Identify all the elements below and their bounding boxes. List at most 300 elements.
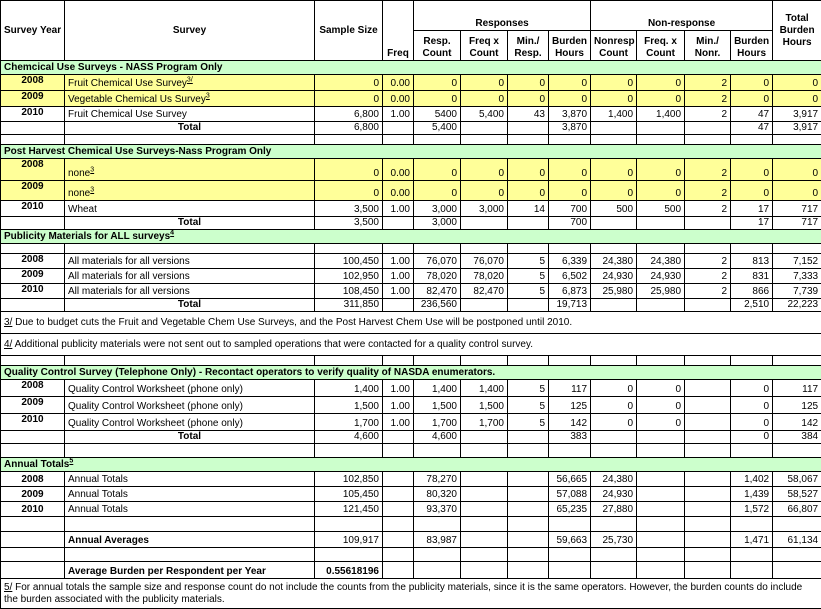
cell <box>508 502 549 517</box>
cell <box>383 217 414 230</box>
total-resp-text: 5,400 <box>431 122 457 133</box>
value-cell-resp <box>414 201 461 217</box>
table-row <box>1 254 821 269</box>
value-cell-sample <box>315 181 383 201</box>
value-cell-nfxc <box>637 201 685 217</box>
table-row <box>1 458 821 472</box>
table-row <box>1 159 821 181</box>
value-cell-bh-text: 0 <box>581 168 588 179</box>
value-cell-fxc-text: 1,700 <box>478 418 504 429</box>
cell <box>637 122 685 135</box>
annual-averages-label-text: Annual Averages <box>68 535 149 546</box>
value-cell-min-text: 5 <box>539 256 545 267</box>
total-resp <box>414 431 461 444</box>
value-cell-tbh-text: 0 <box>812 94 819 105</box>
cell <box>461 532 508 548</box>
value-cell-tbh-text: 717 <box>801 204 819 215</box>
cell <box>65 356 315 366</box>
cell <box>315 548 383 562</box>
cell <box>461 487 508 502</box>
cell <box>731 562 773 579</box>
footnote <box>1 334 821 356</box>
value-cell-resp-text: 0 <box>451 78 457 89</box>
cell <box>508 135 549 145</box>
cell <box>1 517 65 532</box>
total-total-burden <box>773 217 821 230</box>
value-cell-min-text: 0 <box>539 78 545 89</box>
cell <box>773 135 821 145</box>
value-cell-resp <box>414 487 461 502</box>
value-cell-sample <box>315 107 383 122</box>
cell <box>637 431 685 444</box>
cell <box>549 548 591 562</box>
cell <box>637 487 685 502</box>
total-label-text: Total <box>177 122 202 133</box>
table-row <box>1 380 821 397</box>
value-cell-tbh <box>773 107 821 122</box>
value-cell-nfxc <box>637 284 685 299</box>
value-cell-bh <box>549 107 591 122</box>
cell <box>508 562 549 579</box>
cell <box>637 444 685 458</box>
value-cell-nr <box>591 181 637 201</box>
year-cell <box>1 487 65 502</box>
total-sample-text: 311,850 <box>343 299 379 310</box>
total-burden-text: 700 <box>570 217 588 228</box>
table-row <box>1 312 821 334</box>
cell <box>508 244 549 254</box>
cell <box>591 444 637 458</box>
cell <box>508 431 549 444</box>
survey-cell-text: All materials for all versions <box>68 256 190 267</box>
value-cell-nr-text: 500 <box>616 204 634 215</box>
value-cell-sample <box>315 159 383 181</box>
value-cell-resp <box>414 532 461 548</box>
year-cell <box>1 91 65 107</box>
survey-cell-text: Quality Control Worksheet (phone only) <box>68 384 243 395</box>
year-cell-text: 2010 <box>21 107 44 118</box>
cell <box>383 356 414 366</box>
cell <box>591 548 637 562</box>
value-cell-nfxc-text: 24,930 <box>650 271 682 282</box>
value-cell-freq-text: 1.00 <box>390 418 410 429</box>
cell <box>383 244 414 254</box>
value-cell-fxc <box>461 107 508 122</box>
value-cell-tbh <box>773 75 821 91</box>
value-cell-nr <box>591 75 637 91</box>
value-cell-sample-text: 6,800 <box>353 109 379 120</box>
value-cell-nfxc-text: 0 <box>675 188 682 199</box>
year-cell-text: 2010 <box>21 201 44 212</box>
value-cell-sample-text: 0 <box>373 188 379 199</box>
value-cell-nmin <box>685 107 731 122</box>
value-cell-bh <box>549 91 591 107</box>
total-nr-burden <box>731 299 773 312</box>
total-nr-burden <box>731 122 773 135</box>
value-cell-nbh <box>731 269 773 284</box>
value-cell-fxc-text: 0 <box>498 168 504 179</box>
cell <box>549 562 591 579</box>
value-cell-fxc <box>461 269 508 284</box>
value-cell-freq <box>383 380 414 397</box>
value-cell-freq <box>383 414 414 431</box>
value-cell-tbh <box>773 201 821 217</box>
value-cell-freq-text: 1.00 <box>390 256 410 267</box>
value-cell-sample <box>315 397 383 414</box>
value-cell-resp-text: 3,000 <box>431 204 457 215</box>
value-cell-bh <box>549 380 591 397</box>
value-cell-nr-text: 27,880 <box>602 504 634 515</box>
table-row <box>1 299 821 312</box>
cell <box>383 548 414 562</box>
section-header-post <box>1 145 821 159</box>
cell <box>461 431 508 444</box>
value-cell-sample-text: 0 <box>373 168 379 179</box>
cell <box>637 532 685 548</box>
survey-cell-text: Quality Control Worksheet (phone only) <box>68 401 243 412</box>
survey-cell <box>65 254 315 269</box>
cell <box>461 299 508 312</box>
value-cell-resp <box>414 269 461 284</box>
value-cell-resp-text: 78,020 <box>426 271 457 282</box>
value-cell-resp <box>414 380 461 397</box>
value-cell-resp <box>414 414 461 431</box>
cell <box>383 562 414 579</box>
survey-cell <box>65 284 315 299</box>
survey-cell <box>65 75 315 91</box>
value-cell-nbh-text: 0 <box>763 168 770 179</box>
table-row <box>1 1 821 31</box>
cell <box>591 356 637 366</box>
value-cell-min <box>508 254 549 269</box>
value-cell-fxc-text: 0 <box>498 94 504 105</box>
value-cell-tbh-text: 125 <box>801 401 819 412</box>
value-cell-nfxc <box>637 75 685 91</box>
col-header-freq-x-count <box>461 31 508 61</box>
footnote-marker: 3 <box>90 186 95 194</box>
value-cell-min <box>508 414 549 431</box>
value-cell-nfxc-text: 1,400 <box>656 109 682 120</box>
value-cell-tbh-text: 7,333 <box>793 271 819 282</box>
survey-cell-text: All materials for all versions <box>68 286 190 297</box>
value-cell-fxc <box>461 380 508 397</box>
cell <box>685 356 731 366</box>
table-row <box>1 244 821 254</box>
table-row <box>1 444 821 458</box>
value-cell-sample-text: 0 <box>373 78 379 89</box>
value-cell-nr <box>591 201 637 217</box>
value-cell-resp-text: 76,070 <box>426 256 457 267</box>
year-cell-text: 2009 <box>21 397 44 408</box>
cell <box>685 532 731 548</box>
value-cell-bh-text: 57,088 <box>556 489 588 500</box>
total-resp <box>414 299 461 312</box>
value-cell-fxc <box>461 75 508 91</box>
value-cell-nr-text: 24,930 <box>602 271 634 282</box>
value-cell-nmin <box>685 181 731 201</box>
col-header-burden-hours <box>549 31 591 61</box>
col-header-total-burden-text: Total Burden Hours <box>779 12 815 48</box>
value-cell-sample <box>315 472 383 487</box>
total-nr-burden <box>731 431 773 444</box>
avg-burden-label <box>65 562 315 579</box>
value-cell-min-text: 5 <box>539 401 545 412</box>
value-cell-tbh <box>773 532 821 548</box>
cell <box>508 217 549 230</box>
survey-cell-text: Vegetable Chemical Us Survey <box>68 94 206 105</box>
value-cell-tbh <box>773 91 821 107</box>
survey-cell <box>65 159 315 181</box>
value-cell-nbh <box>731 107 773 122</box>
table-row <box>1 145 821 159</box>
footnote-marker: 3/ <box>186 76 193 84</box>
year-cell <box>1 397 65 414</box>
cell <box>461 135 508 145</box>
value-cell-nfxc <box>637 159 685 181</box>
value-cell-min <box>508 284 549 299</box>
value-cell-min <box>508 380 549 397</box>
cell <box>685 431 731 444</box>
value-cell-nbh <box>731 532 773 548</box>
total-nr-burden-text: 0 <box>763 431 770 442</box>
col-header-sample-size-text: Sample Size <box>319 24 378 36</box>
table-row <box>1 562 821 579</box>
value-cell-sample-text: 108,450 <box>342 286 379 297</box>
value-cell-tbh-text: 142 <box>801 418 819 429</box>
col-header-freq <box>383 1 414 61</box>
section-header-qc <box>1 366 821 380</box>
value-cell-resp <box>414 472 461 487</box>
total-label <box>65 431 315 444</box>
value-cell-bh-text: 700 <box>570 204 588 215</box>
cell <box>637 562 685 579</box>
value-cell-sample <box>315 91 383 107</box>
value-cell-bh-text: 56,665 <box>556 474 588 485</box>
cell <box>773 548 821 562</box>
total-sample-text: 3,500 <box>353 217 379 228</box>
total-label <box>65 217 315 230</box>
cell <box>383 299 414 312</box>
section-header-chem-text: Chemcical Use Surveys - NASS Program Only <box>4 62 223 73</box>
table-row <box>1 230 821 244</box>
cell <box>591 517 637 532</box>
year-cell-text: 2008 <box>21 254 44 265</box>
year-cell <box>1 159 65 181</box>
value-cell-resp-text: 1,400 <box>431 384 457 395</box>
value-cell-nbh <box>731 159 773 181</box>
value-cell-nr-text: 1,400 <box>608 109 634 120</box>
cell <box>773 562 821 579</box>
year-cell <box>1 107 65 122</box>
value-cell-sample <box>315 284 383 299</box>
value-cell-freq <box>383 284 414 299</box>
survey-cell <box>65 269 315 284</box>
cell <box>1 532 65 548</box>
value-cell-sample-text: 1,400 <box>353 384 379 395</box>
value-cell-resp-text: 5400 <box>434 109 457 120</box>
value-cell-nbh <box>731 91 773 107</box>
year-cell <box>1 472 65 487</box>
value-cell-tbh-text: 58,527 <box>787 489 819 500</box>
value-cell-freq-text: 1.00 <box>390 271 410 282</box>
cell <box>383 135 414 145</box>
table-row <box>1 472 821 487</box>
footnote-number: 3/ <box>4 316 13 328</box>
value-cell-sample <box>315 414 383 431</box>
year-cell-text: 2009 <box>21 181 44 192</box>
value-cell-tbh <box>773 284 821 299</box>
value-cell-nfxc <box>637 254 685 269</box>
total-label-text: Total <box>177 431 202 442</box>
cell <box>637 217 685 230</box>
value-cell-nr <box>591 487 637 502</box>
cell <box>773 244 821 254</box>
value-cell-nfxc <box>637 91 685 107</box>
value-cell-nbh-text: 0 <box>763 188 770 199</box>
value-cell-nr-text: 24,380 <box>602 256 634 267</box>
cell <box>773 356 821 366</box>
cell <box>461 122 508 135</box>
cell <box>685 217 731 230</box>
value-cell-tbh <box>773 472 821 487</box>
value-cell-nfxc-text: 0 <box>675 78 682 89</box>
value-cell-min <box>508 75 549 91</box>
table-row <box>1 201 821 217</box>
total-sample <box>315 122 383 135</box>
value-cell-sample-text: 105,450 <box>342 489 379 500</box>
value-cell-tbh <box>773 380 821 397</box>
cell <box>1 135 65 145</box>
value-cell-nfxc-text: 500 <box>664 204 682 215</box>
survey-cell-text: Fruit Chemical Use Survey <box>68 78 187 89</box>
total-total-burden-text: 3,917 <box>793 122 819 133</box>
value-cell-fxc-text: 76,070 <box>473 256 504 267</box>
value-cell-resp-text: 1,500 <box>431 401 457 412</box>
value-cell-sample <box>315 75 383 91</box>
year-cell <box>1 414 65 431</box>
value-cell-min-text: 43 <box>533 109 545 120</box>
cell <box>685 502 731 517</box>
value-cell-nmin <box>685 159 731 181</box>
value-cell-bh-text: 59,663 <box>556 535 588 546</box>
cell <box>65 135 315 145</box>
value-cell-bh-text: 6,339 <box>562 256 588 267</box>
value-cell-min-text: 0 <box>539 168 545 179</box>
value-cell-nmin <box>685 397 731 414</box>
value-cell-min <box>508 201 549 217</box>
cell <box>637 299 685 312</box>
survey-cell-text: Annual Totals <box>68 474 128 485</box>
value-cell-fxc <box>461 181 508 201</box>
value-cell-freq <box>383 181 414 201</box>
value-cell-freq-text: 1.00 <box>390 401 410 412</box>
value-cell-tbh <box>773 397 821 414</box>
cell <box>508 532 549 548</box>
table-row <box>1 334 821 356</box>
value-cell-bh <box>549 269 591 284</box>
cell <box>383 502 414 517</box>
value-cell-nbh-text: 0 <box>763 401 770 412</box>
value-cell-bh <box>549 284 591 299</box>
value-cell-nr <box>591 284 637 299</box>
year-cell-text: 2008 <box>21 159 44 170</box>
cell <box>383 517 414 532</box>
col-header-nonresp-count-text: Nonresp Count <box>594 36 635 59</box>
value-cell-nbh-text: 0 <box>763 78 770 89</box>
value-cell-sample <box>315 532 383 548</box>
cell <box>461 562 508 579</box>
value-cell-nr-text: 25,980 <box>602 286 634 297</box>
col-header-freq-text: Freq <box>387 48 409 59</box>
cell <box>549 244 591 254</box>
value-cell-min-text: 5 <box>539 271 545 282</box>
value-cell-nfxc <box>637 380 685 397</box>
section-header-chem <box>1 61 821 75</box>
year-cell <box>1 181 65 201</box>
col-header-min-resp <box>508 31 549 61</box>
value-cell-resp-text: 0 <box>451 94 457 105</box>
cell <box>685 548 731 562</box>
year-cell-text: 2009 <box>21 489 44 500</box>
value-cell-resp-text: 0 <box>451 168 457 179</box>
table-row <box>1 502 821 517</box>
survey-cell <box>65 380 315 397</box>
value-cell-min <box>508 269 549 284</box>
total-burden-text: 19,713 <box>556 299 588 310</box>
cell <box>685 299 731 312</box>
table-row <box>1 107 821 122</box>
cell <box>414 517 461 532</box>
value-cell-nfxc-text: 0 <box>675 418 682 429</box>
survey-cell-text: Fruit Chemical Use Survey <box>68 109 187 120</box>
cell <box>731 548 773 562</box>
cell <box>1 356 65 366</box>
value-cell-tbh-text: 61,134 <box>787 535 819 546</box>
cell <box>773 517 821 532</box>
value-cell-nbh-text: 0 <box>763 384 770 395</box>
year-cell-text: 2009 <box>21 91 44 102</box>
cell <box>508 444 549 458</box>
annual-averages-label <box>65 532 315 548</box>
value-cell-resp <box>414 107 461 122</box>
value-cell-nr <box>591 472 637 487</box>
total-burden <box>549 217 591 230</box>
value-cell-nbh <box>731 472 773 487</box>
value-cell-nbh-text: 47 <box>757 109 770 120</box>
value-cell-nr-text: 0 <box>627 78 634 89</box>
value-cell-nfxc-text: 25,980 <box>650 286 682 297</box>
cell <box>637 517 685 532</box>
value-cell-nmin-text: 2 <box>721 286 728 297</box>
value-cell-bh <box>549 487 591 502</box>
value-cell-bh <box>549 181 591 201</box>
value-cell-nr-text: 0 <box>627 418 634 429</box>
col-header-min-nonr-text: Min./ Nonr. <box>694 36 721 59</box>
total-total-burden-text: 22,223 <box>787 299 819 310</box>
value-cell-fxc-text: 82,470 <box>473 286 504 297</box>
value-cell-nr-text: 0 <box>627 168 634 179</box>
cell <box>731 356 773 366</box>
value-cell-bh <box>549 75 591 91</box>
survey-cell-text: Quality Control Worksheet (phone only) <box>68 418 243 429</box>
value-cell-freq <box>383 75 414 91</box>
value-cell-nbh-text: 1,572 <box>744 504 770 515</box>
value-cell-nmin <box>685 284 731 299</box>
cell <box>508 299 549 312</box>
avg-burden-label-text: Average Burden per Respondent per Year <box>68 566 266 577</box>
value-cell-tbh <box>773 254 821 269</box>
value-cell-nmin-text: 2 <box>721 78 728 89</box>
